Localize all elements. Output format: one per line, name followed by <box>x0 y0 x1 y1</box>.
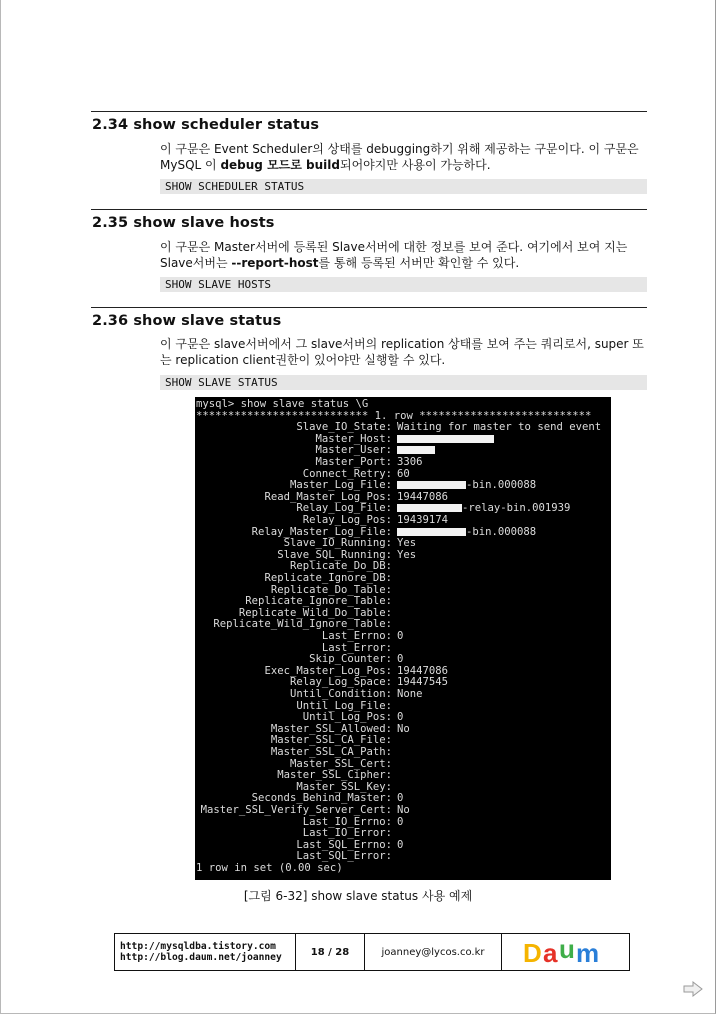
terminal-field-key: Master_Log_File: <box>289 479 392 492</box>
redacted-value <box>397 504 462 512</box>
terminal-field-value: -bin.000088 <box>397 480 536 492</box>
section-divider <box>91 307 647 308</box>
terminal-field-value: 0 <box>397 815 404 828</box>
logo-letter-u: u <box>558 937 575 964</box>
terminal-field-value: -bin.000088 <box>397 527 536 539</box>
section-paragraph-2-36: 이 구문은 slave서버에서 그 slave서버의 replication 상태를 보여 주는 쿼리로서, super 또는 replication client권한이 있어야만 실행할 수 있다. <box>160 337 644 367</box>
terminal-field-value: 0 <box>397 838 404 851</box>
terminal-field-key: Replicate_Wild_Ignore_Table: <box>213 618 392 631</box>
terminal-field-key: Last_SQL_Error: <box>296 850 392 863</box>
terminal-field-key: Relay_Master_Log_File: <box>251 525 392 538</box>
terminal-field-key: Skip_Counter: <box>309 653 392 666</box>
page-number: 18 / 28 <box>296 934 365 970</box>
terminal-field-key: Master_User: <box>315 444 392 457</box>
terminal-field-key: Until_Log_File: <box>296 699 392 712</box>
terminal-field-key: Master_SSL_CA_File: <box>270 734 392 747</box>
terminal-field-value: 60 <box>397 467 410 480</box>
terminal-screenshot <box>195 397 611 880</box>
terminal-field-key: Until_Condition: <box>289 688 392 700</box>
terminal-field-value: 19439174 <box>397 514 449 526</box>
terminal-field-value: 0 <box>397 653 404 666</box>
footer-links <box>115 934 296 970</box>
terminal-field-key: Last_Errno: <box>321 630 392 642</box>
footer-email[interactable]: joanney@lycos.co.kr <box>365 934 502 970</box>
terminal-field-key: Last_IO_Error: <box>302 827 392 840</box>
terminal-field-key: Master_Port: <box>315 456 392 468</box>
page-footer <box>114 933 630 971</box>
terminal-field-key: Replicate_Ignore_DB: <box>264 572 392 584</box>
terminal-field-key: Slave_IO_State: <box>296 421 392 434</box>
terminal-field-value: 19447086 <box>397 664 449 677</box>
terminal-field-key: Replicate_Wild_Do_Table: <box>238 606 392 619</box>
terminal-field-key: Relay_Log_Space: <box>289 676 392 689</box>
section-title-2-36: 2.36 show slave status <box>92 313 282 329</box>
terminal-field-key: Exec_Master_Log_Pos: <box>264 664 392 677</box>
terminal-field-key: Master_SSL_Cipher: <box>277 769 392 782</box>
terminal-row-header: *************************** 1. row *************************** <box>196 409 592 422</box>
section-divider <box>91 209 647 210</box>
footer-link-tistory[interactable]: http://mysqldba.tistory.com <box>120 941 276 952</box>
logo-letter-m: m <box>575 938 599 967</box>
logo-letter-d: D <box>522 938 542 967</box>
terminal-result-footer: 1 row in set (0.00 sec) <box>196 862 343 874</box>
code-block-show-scheduler-status: SHOW SCHEDULER STATUS <box>160 179 647 194</box>
terminal-field-key: Seconds_Behind_Master: <box>251 792 392 805</box>
section-paragraph-2-34: 이 구문은 Event Scheduler의 상태를 debugging하기 위해 제공하는 구문이다. 이 구문은 MySQL 이 debug 모드로 build되어야지만 사용이 가능하다. <box>160 142 639 172</box>
section-paragraph-2-35: 이 구문은 Master서버에 등록된 Slave서버에 대한 정보를 보여 준다. 여기에서 보여 지는 Slave서버는 --report-host를 통해 등록된 서버만 확인할 수 있다. <box>160 240 628 270</box>
terminal-field-key: Master_SSL_CA_Path: <box>270 746 392 758</box>
terminal-field-key: Master_SSL_Cert: <box>289 757 392 770</box>
terminal-field-key: Last_IO_Errno: <box>302 815 392 828</box>
terminal-field-key: Master_SSL_Key: <box>296 780 392 793</box>
terminal-field-key: Replicate_Do_DB: <box>289 560 392 573</box>
terminal-field-value: 0 <box>397 792 404 805</box>
terminal-field-key: Replicate_Do_Table: <box>270 583 392 596</box>
terminal-field-value: Waiting for master to send event <box>397 421 602 434</box>
section-divider <box>91 111 647 112</box>
terminal-field-value: No <box>397 804 410 816</box>
terminal-field-key: Slave_SQL_Running: <box>277 548 392 561</box>
terminal-field-key: Until_Log_Pos: <box>302 711 392 724</box>
redacted-value <box>397 481 466 489</box>
terminal-field-value: No <box>397 722 410 735</box>
terminal-field-key: Master_SSL_Verify_Server_Cert: <box>200 804 392 816</box>
terminal-field-key: Last_Error: <box>321 641 392 654</box>
footer-link-daum-blog[interactable]: http://blog.daum.net/joanney <box>120 952 282 963</box>
terminal-field-key: Replicate_Ignore_Table: <box>245 595 392 608</box>
daum-logo <box>502 934 629 970</box>
terminal-field-key: Read_Master_Log_Pos: <box>264 490 392 503</box>
terminal-field-value: 0 <box>397 711 404 724</box>
terminal-field-key: Relay_Log_Pos: <box>302 514 392 526</box>
code-block-show-slave-status: SHOW SLAVE STATUS <box>160 375 647 390</box>
daum-logo-icon <box>521 937 611 967</box>
code-block-show-slave-hosts: SHOW SLAVE HOSTS <box>160 277 647 292</box>
terminal-field-value: -relay-bin.001939 <box>397 503 570 515</box>
terminal-prompt: mysql> show slave status \G <box>196 398 369 410</box>
next-page-arrow-icon[interactable] <box>683 981 703 997</box>
redacted-value <box>397 446 435 454</box>
redacted-value <box>397 435 494 443</box>
terminal-field-key: Connect_Retry: <box>302 467 392 480</box>
terminal-field-value <box>397 434 494 446</box>
terminal-field-key: Master_Host: <box>315 432 392 445</box>
terminal-field-key: Slave_IO_Running: <box>283 537 392 550</box>
terminal-field-key: Last_SQL_Errno: <box>296 838 392 851</box>
redacted-value <box>397 528 466 536</box>
logo-letter-a: a <box>542 938 557 967</box>
terminal-field-value: 19447086 <box>397 490 449 503</box>
terminal-field-value: 3306 <box>397 456 423 468</box>
section-title-2-35: 2.35 show slave hosts <box>92 215 275 231</box>
terminal-field-key: Relay_Log_File: <box>296 502 392 515</box>
terminal-field-value: Yes <box>397 537 417 550</box>
section-title-2-34: 2.34 show scheduler status <box>92 117 320 133</box>
figure-caption: [그림 6-32] show slave status 사용 예제 <box>243 889 473 903</box>
terminal-field-value: Yes <box>397 548 417 561</box>
terminal-field-value: None <box>397 688 423 700</box>
terminal-field-value: 19447545 <box>397 676 449 689</box>
terminal-field-value: 0 <box>397 630 404 642</box>
terminal-field-key: Master_SSL_Allowed: <box>270 722 392 735</box>
